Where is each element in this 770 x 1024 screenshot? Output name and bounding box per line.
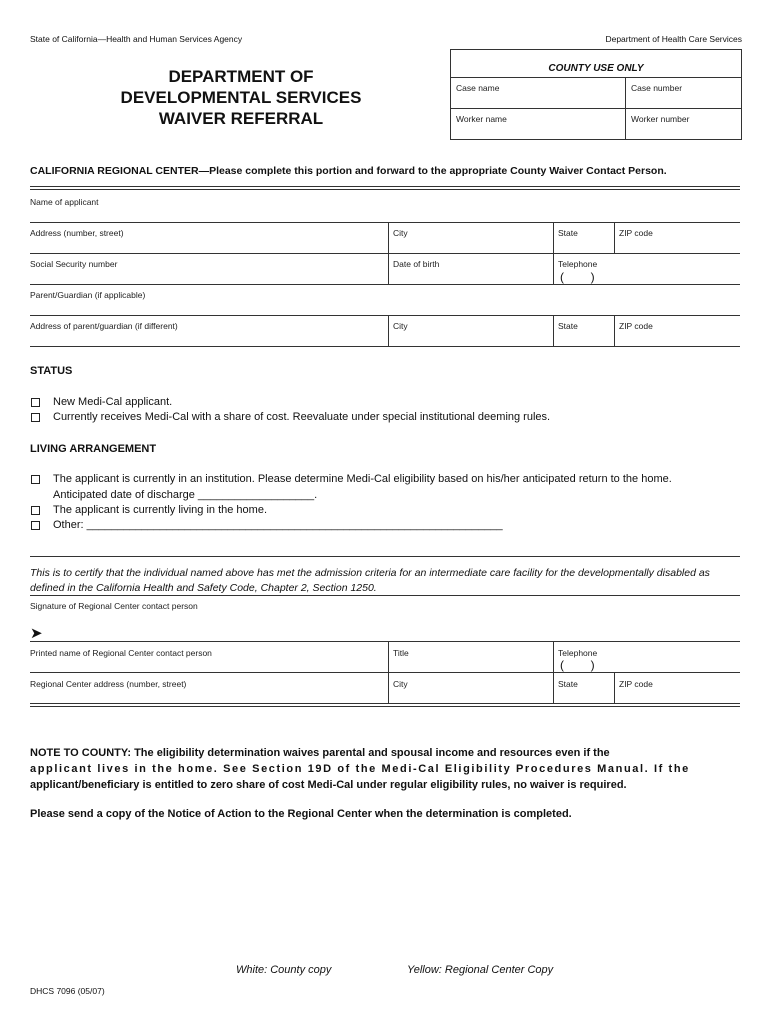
living-institution-checkbox[interactable] <box>31 475 40 484</box>
arrow-icon: ➤ <box>30 625 43 642</box>
county-use-heading: COUNTY USE ONLY <box>548 63 644 74</box>
title-line-3: WAIVER REFERRAL <box>158 109 324 128</box>
agency-header-left: State of California—Health and Human Services Agency <box>30 34 243 44</box>
regional-center-instruction: CALIFORNIA REGIONAL CENTER—Please complete this portion and forward to the appropriate County Waiver Contact Person. <box>30 165 667 177</box>
status-share-of-cost-label: Currently receives Medi-Cal with a share of cost. Reevaluate under special institutional deeming rules. <box>53 411 551 423</box>
parent-guardian-field[interactable]: Parent/Guardian (if applicable) <box>30 290 146 300</box>
applicant-state-field[interactable]: State <box>558 228 578 238</box>
living-other-label: Other: ____________________________________________________________________ <box>53 519 503 531</box>
phone-area-code: ( ) <box>560 270 595 284</box>
living-home-checkbox[interactable] <box>31 506 40 515</box>
white-copy-label: White: County copy <box>236 964 332 976</box>
applicant-city-field[interactable]: City <box>393 228 408 238</box>
status-new-checkbox[interactable] <box>31 398 40 407</box>
title-field[interactable]: Title <box>393 648 409 658</box>
note-line-2: applicant lives in the home. See Section 19D of the Medi-Cal Eligibility Procedures Manual. If the <box>30 763 690 775</box>
signature-field[interactable]: Signature of Regional Center contact person <box>30 601 198 611</box>
certification-text: This is to certify that the individual named above has met the admission criteria for an intermediate care facility for the developmentally disabled as defined in the California Health and Safety Code, Chapter 2, Section 1250. <box>30 567 710 594</box>
parent-address-field[interactable]: Address of parent/guardian (if different) <box>30 321 178 331</box>
title-line-2: DEVELOPMENTAL SERVICES <box>120 88 362 107</box>
ssn-field[interactable]: Social Security number <box>30 259 118 269</box>
send-copy-instruction: Please send a copy of the Notice of Action to the Regional Center when the determination is completed. <box>30 808 572 820</box>
rc-city-field[interactable]: City <box>393 679 408 689</box>
applicant-name-field[interactable]: Name of applicant <box>30 197 99 207</box>
discharge-date-label: Anticipated date of discharge ___________________. <box>53 489 318 501</box>
status-share-of-cost-checkbox[interactable] <box>31 413 40 422</box>
dob-field[interactable]: Date of birth <box>393 259 440 269</box>
status-new-label: New Medi-Cal applicant. <box>53 396 173 408</box>
title-line-1: DEPARTMENT OF <box>168 67 314 86</box>
note-line-3: applicant/beneficiary is entitled to zero share of cost Medi-Cal under regular eligibility rules, no waiver is required. <box>30 779 627 791</box>
worker-number-field[interactable]: Worker number <box>631 114 690 124</box>
form-number: DHCS 7096 (05/07) <box>30 986 105 996</box>
living-arrangement-heading: LIVING ARRANGEMENT <box>30 443 157 455</box>
form-title <box>100 66 382 129</box>
worker-name-field[interactable]: Worker name <box>456 114 507 124</box>
note-line-1: NOTE TO COUNTY: The eligibility determination waives parental and spousal income and resources even if the <box>30 747 610 759</box>
contact-phone-area-code: ( ) <box>560 658 595 672</box>
living-institution-label: The applicant is currently in an institution. Please determine Medi-Cal eligibility based on his/her anticipated return to the home. <box>53 473 672 485</box>
applicant-zip-field[interactable]: ZIP code <box>619 228 653 238</box>
printed-name-field[interactable]: Printed name of Regional Center contact person <box>30 648 212 658</box>
applicant-telephone-field[interactable]: Telephone <box>558 259 598 269</box>
rc-state-field[interactable]: State <box>558 679 578 689</box>
rc-zip-field[interactable]: ZIP code <box>619 679 653 689</box>
case-name-field[interactable]: Case name <box>456 83 500 93</box>
living-home-label: The applicant is currently living in the home. <box>53 504 267 516</box>
agency-header-right: Department of Health Care Services <box>605 34 742 44</box>
case-number-field[interactable]: Case number <box>631 83 683 93</box>
county-use-box <box>450 49 742 140</box>
status-heading: STATUS <box>30 365 73 377</box>
parent-city-field[interactable]: City <box>393 321 408 331</box>
rc-address-field[interactable]: Regional Center address (number, street) <box>30 679 187 689</box>
parent-zip-field[interactable]: ZIP code <box>619 321 653 331</box>
parent-state-field[interactable]: State <box>558 321 578 331</box>
contact-telephone-field[interactable]: Telephone <box>558 648 598 658</box>
living-other-checkbox[interactable] <box>31 521 40 530</box>
yellow-copy-label: Yellow: Regional Center Copy <box>407 964 554 976</box>
note-to-county <box>30 745 742 793</box>
applicant-address-field[interactable]: Address (number, street) <box>30 228 124 238</box>
